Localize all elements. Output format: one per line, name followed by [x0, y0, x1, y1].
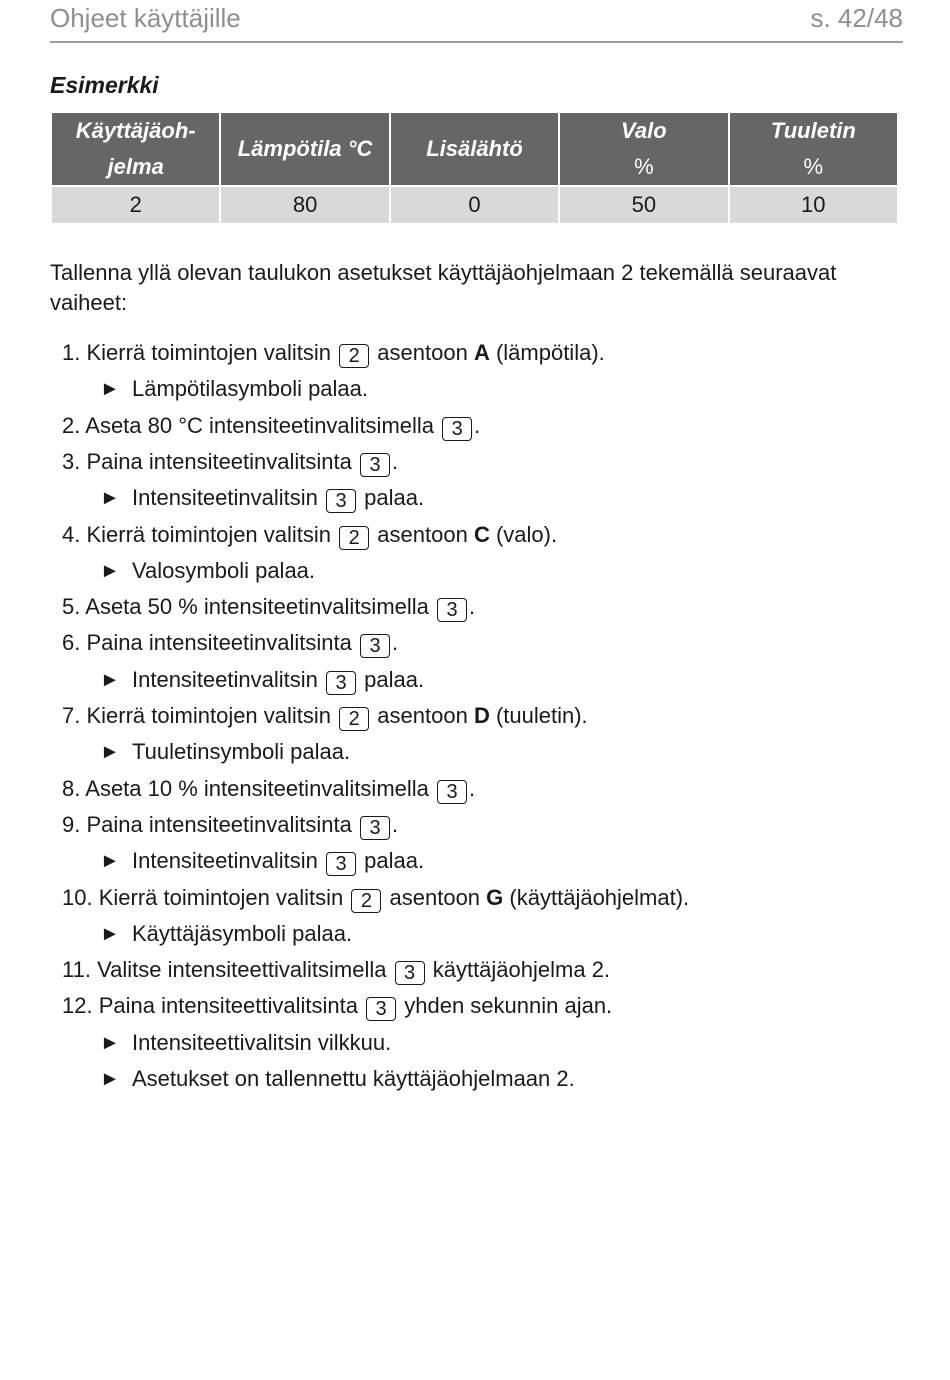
list-item [62, 773, 475, 805]
result-arrow-icon: ► [100, 559, 120, 582]
result-arrow-icon: ► [100, 487, 120, 510]
step-text: Aseta 50 % intensiteetinvalitsimella [85, 594, 429, 620]
list-item [62, 446, 398, 478]
step-number: 11. [62, 957, 91, 983]
result-arrow-icon: ► [100, 850, 120, 873]
result-text: Tuuletinsymboli palaa. [132, 739, 351, 765]
header-light-label: Valo [621, 118, 667, 143]
control-reference-box: 3 [326, 489, 356, 513]
list-item [62, 519, 557, 551]
result-arrow-icon: ► [100, 378, 120, 401]
result-arrow-icon: ► [100, 1031, 120, 1054]
result-item [100, 845, 900, 877]
result-text: Valosymboli palaa. [132, 557, 316, 583]
list-item [62, 337, 605, 369]
control-reference-box: 3 [437, 780, 467, 804]
position-letter: C [473, 521, 490, 547]
step-text: (valo). [495, 521, 558, 547]
step-text: . [474, 412, 481, 438]
cell-light: 50 [560, 187, 727, 223]
result-item [100, 736, 900, 768]
step-text: Paina intensiteetinvalitsinta [86, 630, 352, 656]
step-text: Kierrä toimintojen valitsin [86, 521, 332, 547]
result-item [100, 664, 900, 696]
step-number: 10. [62, 884, 93, 910]
step-text: Kierrä toimintojen valitsin [86, 703, 332, 728]
page-header [50, 0, 903, 43]
step-number: 9. [62, 811, 81, 837]
page-number: s. 42/48 [810, 3, 903, 33]
result-arrow-icon: ► [100, 741, 120, 764]
result-text [132, 664, 424, 696]
result-arrow-icon: ► [100, 1068, 120, 1090]
step-text: . [469, 594, 476, 620]
control-reference-box: 2 [339, 344, 369, 368]
header-user-program-line1: Käyttäjäoh- [75, 118, 196, 143]
control-reference-box: 3 [360, 453, 390, 477]
step-text: . [392, 811, 399, 837]
step-text: asentoon [389, 884, 481, 910]
list-item [62, 954, 610, 986]
header-aux-output-label: Lisälähtö [426, 136, 523, 161]
result-text: Käyttäjäsymboli palaa. [132, 920, 353, 946]
control-reference-box: 3 [326, 852, 356, 876]
control-reference-box: 3 [326, 671, 356, 695]
control-reference-box: 3 [360, 816, 390, 840]
list-item [62, 410, 480, 442]
position-letter: D [473, 703, 490, 728]
control-reference-box: 3 [437, 598, 467, 622]
result-item [100, 555, 900, 587]
control-reference-box: 3 [395, 961, 425, 985]
list-item [62, 700, 588, 732]
control-reference-box: 2 [351, 889, 381, 913]
list-item [62, 627, 398, 659]
result-item [100, 1027, 900, 1059]
step-text: Intensiteetinvalitsin [132, 848, 318, 874]
result-arrow-icon: ► [100, 668, 120, 691]
cell-temperature: 80 [221, 187, 388, 223]
step-text: asentoon [377, 703, 468, 728]
cell-user-program: 2 [52, 187, 219, 223]
list-item [62, 882, 689, 914]
table-row [52, 187, 897, 223]
step-text: . [392, 630, 399, 656]
header-fan-label: Tuuletin [770, 118, 856, 143]
header-aux-output [391, 113, 558, 187]
step-number: 1. [62, 340, 81, 365]
step-text: Paina intensiteetinvalitsinta [86, 811, 352, 837]
control-reference-box: 2 [339, 526, 369, 550]
header-fan-unit: % [803, 154, 824, 179]
step-text: käyttäjäohjelma 2. [432, 957, 611, 983]
control-reference-box: 3 [366, 997, 396, 1021]
list-item [62, 591, 475, 623]
step-text: (tuuletin). [495, 703, 588, 728]
header-temperature-label: Lämpötila °C [237, 136, 373, 161]
result-text: Lämpötilasymboli palaa. [132, 376, 369, 402]
step-text: yhden sekunnin ajan. [404, 993, 613, 1019]
cell-fan: 10 [730, 187, 897, 223]
header-light [560, 113, 727, 187]
step-text: Aseta 10 % intensiteetinvalitsimella [85, 775, 429, 801]
result-text [132, 845, 424, 877]
step-number: 6. [62, 630, 81, 656]
control-reference-box: 3 [360, 634, 390, 658]
step-number: 7. [62, 703, 81, 728]
step-text: Kierrä toimintojen valitsin [98, 884, 344, 910]
position-letter: A [473, 340, 490, 365]
result-arrow-icon: ► [100, 922, 120, 945]
document-title: Ohjeet käyttäjille [50, 3, 241, 33]
step-text: palaa. [364, 666, 425, 692]
step-text: Intensiteetinvalitsin [132, 666, 318, 692]
step-text: palaa. [364, 848, 425, 874]
step-text: Paina intensiteetinvalitsinta [86, 448, 352, 474]
result-text: Intensiteettivalitsin vilkkuu. [132, 1029, 392, 1055]
step-text: Intensiteetinvalitsin [132, 485, 318, 511]
intro-paragraph: Tallenna yllä olevan taulukon asetukset käyttäjäohjelmaan 2 tekemällä seuraavat vaiheet: [50, 260, 837, 315]
step-text: Kierrä toimintojen valitsin [86, 340, 332, 365]
step-number: 5. [62, 594, 81, 620]
step-text: Aseta 80 °C intensiteetinvalitsimella [85, 412, 435, 438]
list-item [62, 809, 398, 841]
result-item [100, 482, 900, 514]
step-text: (käyttäjäohjelmat). [509, 884, 690, 910]
cell-aux-output: 0 [391, 187, 558, 223]
result-item [100, 1063, 900, 1095]
result-item [100, 918, 900, 950]
step-text: Valitse intensiteettivalitsimella [97, 957, 387, 983]
step-text: asentoon [377, 521, 468, 547]
step-number: 8. [62, 775, 81, 801]
position-letter: G [486, 884, 504, 910]
step-number: 4. [62, 521, 81, 547]
control-reference-box: 2 [339, 707, 369, 731]
step-number: 2. [62, 412, 81, 438]
header-light-unit: % [634, 154, 654, 179]
result-text: Asetukset on tallennettu käyttäjäohjelmaan 2. [132, 1066, 575, 1091]
section-title: Esimerkki [50, 72, 159, 98]
header-user-program [52, 113, 219, 187]
step-text: Paina intensiteettivalitsinta [98, 993, 358, 1019]
step-number: 3. [62, 448, 81, 474]
header-user-program-line2: jelma [107, 154, 164, 179]
example-table [50, 113, 899, 223]
header-fan [730, 113, 897, 187]
step-number: 12. [62, 993, 93, 1019]
step-text: . [392, 448, 399, 474]
step-text: . [469, 775, 476, 801]
table-header-row [52, 113, 897, 187]
result-text [132, 482, 424, 514]
header-temperature [221, 113, 388, 187]
step-text: palaa. [364, 485, 425, 511]
list-item [62, 990, 612, 1022]
control-reference-box: 3 [442, 417, 472, 441]
step-text: asentoon [377, 340, 468, 365]
result-item [100, 373, 900, 405]
step-text: (lämpötila). [495, 340, 605, 365]
